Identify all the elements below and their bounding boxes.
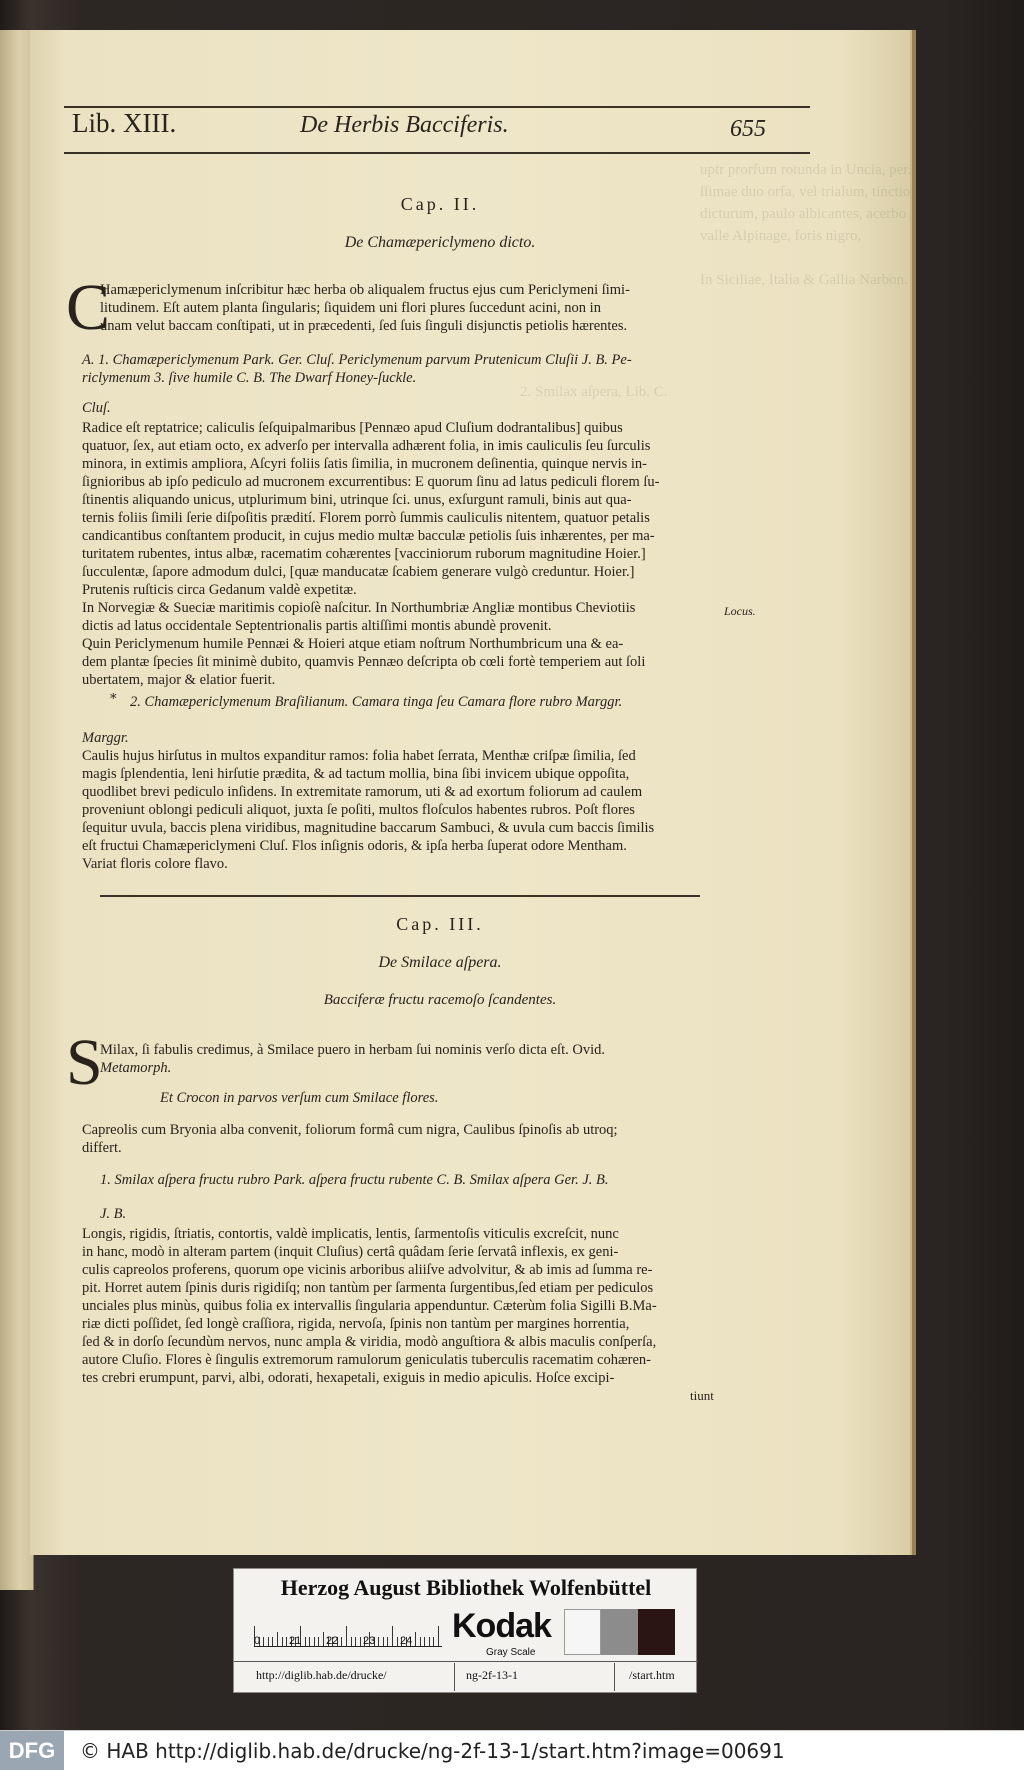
- drop-cap: C: [66, 271, 111, 344]
- ruler-tick: [351, 1637, 352, 1646]
- ruler-tick: [318, 1637, 319, 1646]
- text-line: ſed & in dorſo ſecundùm nervos, nunc ampla & viridia, modò anguſtiora & albis maculis conſperſa,: [82, 1334, 657, 1350]
- text-line: Longis, rigidis, ſtriatis, contortis, valdè implicatis, lentis, ſarmentoſis viticulis excreſcit, nunc: [82, 1226, 619, 1242]
- ruler-tick: [429, 1637, 430, 1646]
- text-line: riæ dicti poſſidet, ſed longè craſſiora, rigida, nervoſa, ſpinis non tantùm per margines horrentia,: [82, 1316, 630, 1332]
- ruler-tick: [277, 1632, 278, 1646]
- text-line: dictis ad latus occidentale Septentrionalis partis altiſſimi montis abundè provenit.: [82, 618, 552, 634]
- text-line: ſucculentæ, ſapore admodum dulci, [quæ manducatæ ſcabiem generare vulgò creduntur. Hoier.]: [82, 564, 635, 580]
- card-divider: [234, 1661, 698, 1662]
- text-line: dem plantæ ſpecies ſit minimè dubito, quamvis Pennæo deſcripta ob cœli fortè temperiem aut ſoli: [82, 654, 646, 670]
- ruler-tick: [392, 1626, 393, 1646]
- text-line: culis capreolos proferens, quorum ope vicinis arboribus aliiſve advolvitur, & ab imis ad ſumma re-: [82, 1262, 653, 1278]
- ruler-tick: [420, 1637, 421, 1646]
- show-through-text: uptr prorfum rotunda in Uncia, per.: [700, 162, 912, 178]
- text-line: differt.: [82, 1140, 122, 1156]
- text-line: Quin Periclymenum humile Pennæi & Hoieri atque etiam noſtrum Northumbricum una & ea-: [82, 636, 624, 652]
- ruler-tick: [383, 1637, 384, 1646]
- ruler-number: 24: [400, 1635, 413, 1647]
- text-line: Caulis hujus hirſutus in multos expanditur ramos: folia habet ſerrata, Menthæ criſpæ ſimilia, ſed: [82, 748, 636, 764]
- facing-page-edge: [0, 30, 34, 1590]
- ruler-number: 0: [254, 1635, 261, 1647]
- text-line: ſignioribus ab ipſo pediculo ad mucronem excurrentibus: E quorum ſinu ad latus pediculi florem ſu-: [82, 474, 660, 490]
- species-heading: 2. Chamæpericlymenum Braſilianum. Camara tinga ſeu Camara flore rubro Marggr.: [130, 694, 623, 710]
- chapter-heading: Cap. II.: [400, 194, 480, 214]
- ruler-tick: [282, 1637, 283, 1646]
- ruler-tick: [286, 1637, 287, 1646]
- chapter-subtitle: De Chamæpericlymeno dicto.: [344, 234, 536, 251]
- library-name: Herzog August Bibliothek Wolfenbüttel: [280, 1575, 652, 1600]
- gray-patch-light: [564, 1609, 601, 1655]
- ruler-tick: [314, 1637, 315, 1646]
- species-heading: 1. Smilax aſpera fructu rubro Park. aſpera fructu rubente C. B. Smilax aſpera Ger. J. B.: [100, 1172, 609, 1188]
- running-title: De Herbis Bacciferis.: [300, 112, 509, 138]
- text-line: autore Cluſio. Flores è ſingulis extremorum ramulorum geniculatis tuberculis racematim cohæren-: [82, 1352, 651, 1368]
- text-line: tes crebri erumpunt, parvi, albi, odorati, hexapetali, exiguis in medio apiculis. Hoſce excipi-: [82, 1370, 615, 1386]
- text-line: proveniunt oblongi pediculi aliquot, juxta ſe poſiti, multos floſculos habentes rubros. Poſt flores: [82, 802, 635, 818]
- source-label: Marggr.: [82, 730, 129, 746]
- text-line: Capreolis cum Bryonia alba convenit, foliorum formâ cum nigra, Caulibus ſpinoſis ab utroq;: [82, 1122, 618, 1138]
- show-through-text: dicturum, paulo albicantes, acerbo: [700, 206, 907, 222]
- card-divider: [454, 1663, 455, 1691]
- text-line: Variat floris colore flavo.: [82, 856, 228, 872]
- ruler-tick: [341, 1637, 342, 1646]
- gray-patch-dark: [638, 1609, 675, 1655]
- text-line: unciales plus minùs, quibus folia ex intervallis ſingularia appenduntur. Cæterùm folia Sigilli B.Ma-: [82, 1298, 657, 1314]
- source-label: Cluſ.: [82, 400, 111, 416]
- drop-cap: S: [66, 1026, 103, 1099]
- ruler-tick: [305, 1637, 306, 1646]
- show-through-text: In Siciliae, Italia & Gallia Narbon.: [700, 272, 908, 288]
- ruler-tick: [424, 1637, 425, 1646]
- text-line: candicantibus conſtantem producit, in cujus medio multæ bacculæ petiolis ſuis inhærentes, per ma-: [82, 528, 655, 544]
- text-line: magis ſplendentia, leni hirſutie prædita, & ad tactum mollia, bina ſibi invicem ubique oppoſita,: [82, 766, 630, 782]
- dfg-logo: DFG: [0, 1731, 64, 1770]
- text-line: minora, in extimis ampliora, Aſcyri foliis ſatis ſimilia, in mucronem deſinentia, quinque nervis in-: [82, 456, 647, 472]
- ruler-tick: [378, 1637, 379, 1646]
- text-line: litudinem. Eſt autem planta ſingularis; ſiquidem uni flori plures ſuccedunt acini, non in: [100, 300, 601, 316]
- text-line: unam velut baccam conſtipati, ut in præcedenti, ſed ſuis ſinguli disjunctis petiolis hærentes.: [100, 318, 628, 334]
- verse-line: Et Crocon in parvos verſum cum Smilace flores.: [160, 1090, 439, 1106]
- text-line: turitatem rubentes, intus albæ, racematim cohærentes [vacciniorum ruborum magnitudine Hoier.]: [82, 546, 646, 562]
- chapter-heading: Cap. III.: [396, 914, 484, 934]
- ruler-number: 22: [326, 1635, 339, 1647]
- text-line: quodlibet brevi pediculo inſidens. In extremitate ramorum, uti & ad exortum foliorum ad caulem: [82, 784, 643, 800]
- text-line: eſt fructui Chamæpericlymeni Cluſ. Flos inſignis odoris, & ipſa herba ſuperat odore Mentham.: [82, 838, 627, 854]
- url-fragment: http://diglib.hab.de/drucke/: [256, 1668, 387, 1682]
- section-rule: [100, 895, 700, 897]
- ruler-tick: [355, 1637, 356, 1646]
- chapter-subtitle-secondary: Bacciferæ fructu racemoſo ſcandentes.: [323, 992, 557, 1008]
- text-line: Prutenis ruſticis circa Gedanum valdè expetitæ.: [82, 582, 357, 598]
- text-line: Radice eſt reptatrice; caliculis ſeſquipalmaribus [Pennæo apud Cluſium dodrantalibus] quibus: [82, 420, 623, 436]
- ruler-number: 23: [363, 1635, 376, 1647]
- ruler-tick: [387, 1637, 388, 1646]
- book-number: Lib. XIII.: [72, 108, 177, 138]
- gray-scale-label: Gray Scale: [486, 1647, 536, 1658]
- file-fragment: /start.htm: [629, 1668, 675, 1682]
- ruler-scale: [254, 1609, 442, 1647]
- text-line: in hanc, modò in alteram partem (inquit Cluſius) certâ quâdam ſerie ſervatâ inflexis, ex geni-: [82, 1244, 619, 1260]
- ruler-tick: [433, 1637, 434, 1646]
- card-divider: [614, 1663, 615, 1691]
- text-line: ſequitur uvula, baccis plena viridibus, magnitudine baccarum Sambuci, & uvula cum baccis ſimilis: [82, 820, 655, 836]
- footer-link[interactable]: © HAB http://diglib.hab.de/drucke/ng-2f-13-1/start.htm?image=00691: [80, 1739, 785, 1763]
- ruler-tick: [309, 1637, 310, 1646]
- footer-bar: [0, 1730, 1024, 1770]
- text-line: pit. Horret autem ſpinis duris rigidiſq; non tantùm per ſarmenta ſurgentibus,ſed etiam per pediculos: [82, 1280, 654, 1296]
- asterisk-icon: *: [110, 692, 117, 707]
- library-target-card: [233, 1568, 697, 1693]
- text-line: ſtinentis aliquando unicus, utplurimum bini, utrinque ſci. unus, exſurgunt ramuli, binis aut qua-: [82, 492, 632, 508]
- signature-fragment: ng-2f-13-1: [466, 1668, 518, 1682]
- text-line: Hamæpericlymenum inſcribitur hæc herba ob aliqualem fructus ejus cum Periclymeni ſimi-: [100, 282, 630, 298]
- text-line: ubertatem, major & elatior fuerit.: [82, 672, 276, 688]
- source-label: J. B.: [100, 1206, 127, 1222]
- ruler-tick: [360, 1637, 361, 1646]
- ruler-tick: [397, 1637, 398, 1646]
- ruler-tick: [346, 1626, 347, 1646]
- chapter-subtitle: De Smilace aſpera.: [378, 954, 502, 971]
- species-heading: riclymenum 3. ſive humile C. B. The Dwarf Honey-ſuckle.: [82, 370, 417, 386]
- text-line: ternis foliis ſimili ſerie diſpoſitis prædití. Florem porrò ſummis cauliculis nitentem, quatuor petalis: [82, 510, 650, 526]
- ruler-tick: [263, 1637, 264, 1646]
- text-line: Metamorph.: [100, 1060, 172, 1076]
- ruler-number: 21: [289, 1635, 302, 1647]
- ruler-tick: [272, 1637, 273, 1646]
- ruler-tick: [268, 1637, 269, 1646]
- ruler-tick: [323, 1632, 324, 1646]
- catchword: tiunt: [690, 1388, 714, 1403]
- text-line: In Norvegiæ & Sueciæ maritimis copioſè naſcitur. In Northumbriæ Angliæ montibus Cheviotiis: [82, 600, 636, 616]
- page-number: 655: [730, 116, 766, 142]
- show-through-text: valle Alpinage, foris nigro,: [700, 228, 862, 244]
- show-through-text: 2. Smilax aſpera, Lib. C.: [520, 384, 668, 400]
- ruler-tick: [415, 1632, 416, 1646]
- species-heading: A. 1. Chamæpericlymenum Park. Ger. Cluſ. Periclymenum parvum Prutenicum Cluſii J. B. Pe-: [82, 352, 632, 368]
- kodak-logo: Kodak: [452, 1607, 551, 1645]
- text-line: quatuor, ſex, aut etiam octo, ex adverſo per intervalla adhærent folia, in imis cauliculis ſeu ſurculis: [82, 438, 651, 454]
- show-through-text: ſſimae duo orfa, vel trialum, tinctio: [700, 184, 911, 200]
- header-rule-bottom: [64, 152, 810, 154]
- margin-note-locus: Locus.: [724, 604, 756, 618]
- ruler-tick: [438, 1626, 439, 1646]
- text-line: Milax, ſi fabulis credimus, à Smilace puero in herbam ſui nominis verſo dicta eſt. Ovid.: [100, 1042, 605, 1058]
- gray-patch-mid: [601, 1609, 638, 1655]
